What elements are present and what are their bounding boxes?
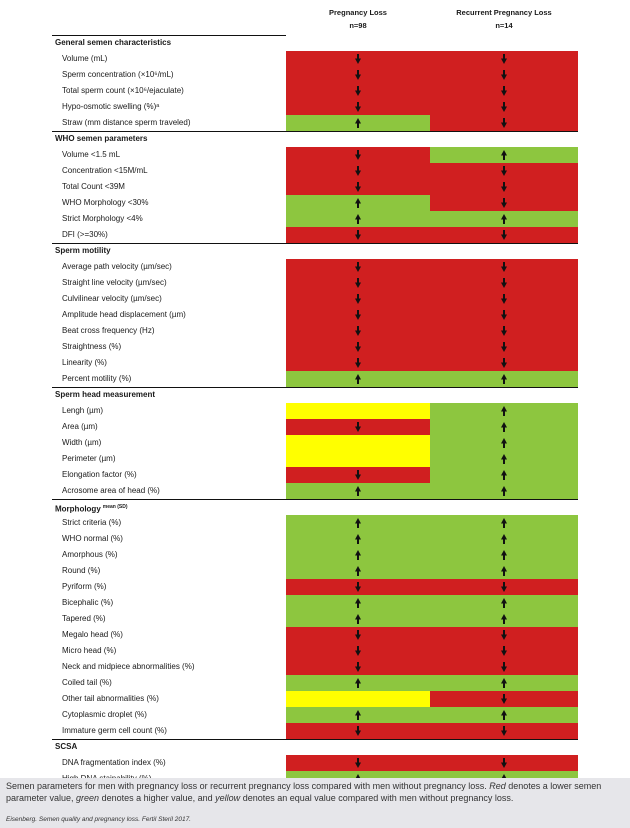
row-label: Strict criteria (%) [62, 518, 122, 527]
recurrent-pregnancy-loss-cell [430, 147, 578, 163]
pregnancy-loss-cell [286, 275, 430, 291]
caption-green-word: green [76, 793, 100, 803]
recurrent-pregnancy-loss-cell [430, 211, 578, 227]
table-row [52, 483, 578, 499]
section-divider [52, 35, 286, 36]
pregnancy-loss-cell [286, 179, 430, 195]
recurrent-pregnancy-loss-cell [430, 179, 578, 195]
caption-part: denotes a lower semen parameter value, [6, 781, 602, 803]
section-divider [52, 739, 578, 740]
recurrent-pregnancy-loss-cell [430, 339, 578, 355]
recurrent-pregnancy-loss-cell [430, 195, 578, 211]
pregnancy-loss-cell [286, 99, 430, 115]
recurrent-pregnancy-loss-cell [430, 435, 578, 451]
recurrent-pregnancy-loss-cell [430, 323, 578, 339]
row-label: Volume <1.5 mL [62, 150, 121, 159]
pregnancy-loss-cell [286, 563, 430, 579]
column-n: n=98 [349, 21, 367, 30]
recurrent-pregnancy-loss-cell [430, 451, 578, 467]
table-row [52, 755, 578, 771]
row-label: Percent motility (%) [62, 374, 132, 383]
table-row [52, 51, 578, 67]
row-label: Width (µm) [62, 438, 102, 447]
recurrent-pregnancy-loss-cell [430, 723, 578, 739]
caption-yellow-word: yellow [215, 793, 241, 803]
row-label: Perimeter (µm) [62, 454, 116, 463]
table-row [52, 355, 578, 371]
table-row [52, 339, 578, 355]
column-n: n=14 [495, 21, 513, 30]
row-label: Other tail abnormalities (%) [62, 694, 159, 703]
row-label: Culvilinear velocity (µm/sec) [62, 294, 162, 303]
section-label [52, 499, 286, 515]
recurrent-pregnancy-loss-cell [430, 291, 578, 307]
section-header [52, 387, 578, 403]
section-label [52, 387, 286, 403]
pregnancy-loss-cell [286, 723, 430, 739]
column-header-pregnancy-loss [286, 6, 430, 32]
recurrent-pregnancy-loss-cell [430, 355, 578, 371]
pregnancy-loss-cell [286, 403, 430, 419]
recurrent-pregnancy-loss-cell [430, 595, 578, 611]
row-label: Sperm concentration (×10⁶/mL) [62, 70, 174, 79]
pregnancy-loss-cell [286, 531, 430, 547]
table-row [52, 403, 578, 419]
table-row [52, 643, 578, 659]
table-row [52, 531, 578, 547]
recurrent-pregnancy-loss-cell [430, 275, 578, 291]
table-row [52, 707, 578, 723]
table-row [52, 563, 578, 579]
pregnancy-loss-cell [286, 675, 430, 691]
recurrent-pregnancy-loss-cell [430, 371, 578, 387]
table-row [52, 611, 578, 627]
table-row [52, 691, 578, 707]
caption-credit: Eisenberg. Semen quality and pregnancy loss. Fertil Steril 2017. [6, 816, 191, 823]
caption-part: denotes an equal value compared with men without pregnancy loss. [240, 793, 514, 803]
row-label: Total Count <39M [62, 182, 125, 191]
row-label: Straw (mm distance sperm traveled) [62, 118, 191, 127]
pregnancy-loss-cell [286, 627, 430, 643]
recurrent-pregnancy-loss-cell [430, 99, 578, 115]
row-label: Megalo head (%) [62, 630, 123, 639]
table-row [52, 579, 578, 595]
row-label: Acrosome area of head (%) [62, 486, 160, 495]
pregnancy-loss-cell [286, 323, 430, 339]
row-label: WHO Morphology <30% [62, 198, 149, 207]
recurrent-pregnancy-loss-cell [430, 403, 578, 419]
table-row [52, 259, 578, 275]
row-label: Pyriform (%) [62, 582, 107, 591]
table-row [52, 291, 578, 307]
pregnancy-loss-cell [286, 483, 430, 499]
table-row [52, 147, 578, 163]
section-label-text: WHO semen parameters [55, 134, 148, 143]
row-label: DNA fragmentation index (%) [62, 758, 166, 767]
row-label: Immature germ cell count (%) [62, 726, 167, 735]
pregnancy-loss-cell [286, 595, 430, 611]
row-label: WHO normal (%) [62, 534, 123, 543]
row-label: Concentration <15M/mL [62, 166, 148, 175]
table-row [52, 547, 578, 563]
row-label: Volume (mL) [62, 54, 108, 63]
row-label: Lengh (µm) [62, 406, 104, 415]
caption-part: Semen parameters for men with pregnancy loss or recurrent pregnancy loss compared with men without pregnancy loss. [6, 781, 490, 791]
row-label: Total sperm count (×10⁶/ejaculate) [62, 86, 184, 95]
pregnancy-loss-cell [286, 147, 430, 163]
row-label: Coiled tail (%) [62, 678, 112, 687]
recurrent-pregnancy-loss-cell [430, 691, 578, 707]
recurrent-pregnancy-loss-cell [430, 51, 578, 67]
table-row [52, 467, 578, 483]
section-divider [52, 499, 578, 500]
pregnancy-loss-cell [286, 115, 430, 131]
table-row [52, 595, 578, 611]
section-label-superscript: mean (SD) [102, 504, 128, 510]
row-label: Straight line velocity (µm/sec) [62, 278, 167, 287]
row-label: Beat cross frequency (Hz) [62, 326, 155, 335]
recurrent-pregnancy-loss-cell [430, 483, 578, 499]
pregnancy-loss-cell [286, 611, 430, 627]
caption-part: denotes a higher value, and [99, 793, 216, 803]
pregnancy-loss-cell [286, 259, 430, 275]
row-label: Average path velocity (µm/sec) [62, 262, 172, 271]
row-label: Strict Morphology <4% [62, 214, 143, 223]
pregnancy-loss-cell [286, 339, 430, 355]
table-row [52, 211, 578, 227]
section-divider [52, 243, 578, 244]
pregnancy-loss-cell [286, 307, 430, 323]
row-label: Micro head (%) [62, 646, 117, 655]
pregnancy-loss-cell [286, 755, 430, 771]
recurrent-pregnancy-loss-cell [430, 83, 578, 99]
row-label: DFI (>=30%) [62, 230, 108, 239]
row-label: Tapered (%) [62, 614, 106, 623]
table-row [52, 419, 578, 435]
table-row [52, 115, 578, 131]
pregnancy-loss-cell [286, 163, 430, 179]
table-row [52, 675, 578, 691]
table-row [52, 99, 578, 115]
row-label: Area (µm) [62, 422, 98, 431]
pregnancy-loss-cell [286, 67, 430, 83]
table-row [52, 323, 578, 339]
section-label-text: General semen characteristics [55, 38, 172, 47]
table-row [52, 307, 578, 323]
recurrent-pregnancy-loss-cell [430, 515, 578, 531]
recurrent-pregnancy-loss-cell [430, 467, 578, 483]
pregnancy-loss-cell [286, 579, 430, 595]
pregnancy-loss-cell [286, 211, 430, 227]
table-row [52, 195, 578, 211]
row-label: Amplitude head displacement (µm) [62, 310, 186, 319]
section-header [52, 243, 578, 259]
recurrent-pregnancy-loss-cell [430, 707, 578, 723]
pregnancy-loss-cell [286, 451, 430, 467]
recurrent-pregnancy-loss-cell [430, 547, 578, 563]
recurrent-pregnancy-loss-cell [430, 163, 578, 179]
recurrent-pregnancy-loss-cell [430, 419, 578, 435]
section-header [52, 499, 578, 515]
column-title: Pregnancy Loss [329, 8, 387, 17]
row-label: Cytoplasmic droplet (%) [62, 710, 147, 719]
recurrent-pregnancy-loss-cell [430, 675, 578, 691]
recurrent-pregnancy-loss-cell [430, 227, 578, 243]
row-label: Bicephalic (%) [62, 598, 114, 607]
column-header-recurrent-pregnancy-loss [430, 6, 578, 32]
recurrent-pregnancy-loss-cell [430, 563, 578, 579]
table-row [52, 227, 578, 243]
table-row [52, 163, 578, 179]
pregnancy-loss-cell [286, 83, 430, 99]
pregnancy-loss-cell [286, 515, 430, 531]
section-label-text: Sperm motility [55, 246, 111, 255]
table-row [52, 67, 578, 83]
section-label [52, 131, 286, 147]
pregnancy-loss-cell [286, 467, 430, 483]
pregnancy-loss-cell [286, 435, 430, 451]
pregnancy-loss-cell [286, 419, 430, 435]
table-row [52, 627, 578, 643]
section-label-text: Sperm head measurement [55, 390, 156, 399]
table-row [52, 371, 578, 387]
table-row [52, 83, 578, 99]
recurrent-pregnancy-loss-cell [430, 115, 578, 131]
pregnancy-loss-cell [286, 643, 430, 659]
section-label [52, 243, 286, 259]
row-label: Hypo-osmotic swelling (%)ᵃ [62, 102, 160, 111]
pregnancy-loss-cell [286, 707, 430, 723]
section-header [52, 131, 578, 147]
row-label: Amorphous (%) [62, 550, 118, 559]
pregnancy-loss-cell [286, 547, 430, 563]
recurrent-pregnancy-loss-cell [430, 579, 578, 595]
recurrent-pregnancy-loss-cell [430, 659, 578, 675]
table-row [52, 451, 578, 467]
column-title: Recurrent Pregnancy Loss [456, 8, 552, 17]
recurrent-pregnancy-loss-cell [430, 67, 578, 83]
row-label: Elongation factor (%) [62, 470, 137, 479]
table-row [52, 179, 578, 195]
pregnancy-loss-cell [286, 371, 430, 387]
section-divider [52, 131, 578, 132]
row-label: Neck and midpiece abnormalities (%) [62, 662, 195, 671]
table-row [52, 435, 578, 451]
recurrent-pregnancy-loss-cell [430, 611, 578, 627]
pregnancy-loss-cell [286, 691, 430, 707]
section-label [52, 739, 286, 755]
recurrent-pregnancy-loss-cell [430, 531, 578, 547]
pregnancy-loss-cell [286, 659, 430, 675]
recurrent-pregnancy-loss-cell [430, 755, 578, 771]
pregnancy-loss-cell [286, 195, 430, 211]
caption-text [6, 780, 626, 804]
table-row [52, 659, 578, 675]
pregnancy-loss-cell [286, 355, 430, 371]
section-header [52, 739, 578, 755]
recurrent-pregnancy-loss-cell [430, 627, 578, 643]
row-label: Round (%) [62, 566, 101, 575]
section-label-text: Morphology [55, 504, 101, 514]
section-header [52, 35, 578, 51]
pregnancy-loss-cell [286, 51, 430, 67]
row-label: Straightness (%) [62, 342, 122, 351]
pregnancy-loss-cell [286, 291, 430, 307]
section-label [52, 35, 286, 51]
recurrent-pregnancy-loss-cell [430, 307, 578, 323]
recurrent-pregnancy-loss-cell [430, 259, 578, 275]
table-row [52, 275, 578, 291]
section-label-text: SCSA [55, 742, 78, 751]
section-divider [52, 387, 578, 388]
figure-caption [0, 778, 630, 828]
table-row [52, 723, 578, 739]
pregnancy-loss-cell [286, 227, 430, 243]
recurrent-pregnancy-loss-cell [430, 643, 578, 659]
caption-red-word: Red [489, 781, 506, 791]
table-row [52, 515, 578, 531]
row-label: Linearity (%) [62, 358, 107, 367]
